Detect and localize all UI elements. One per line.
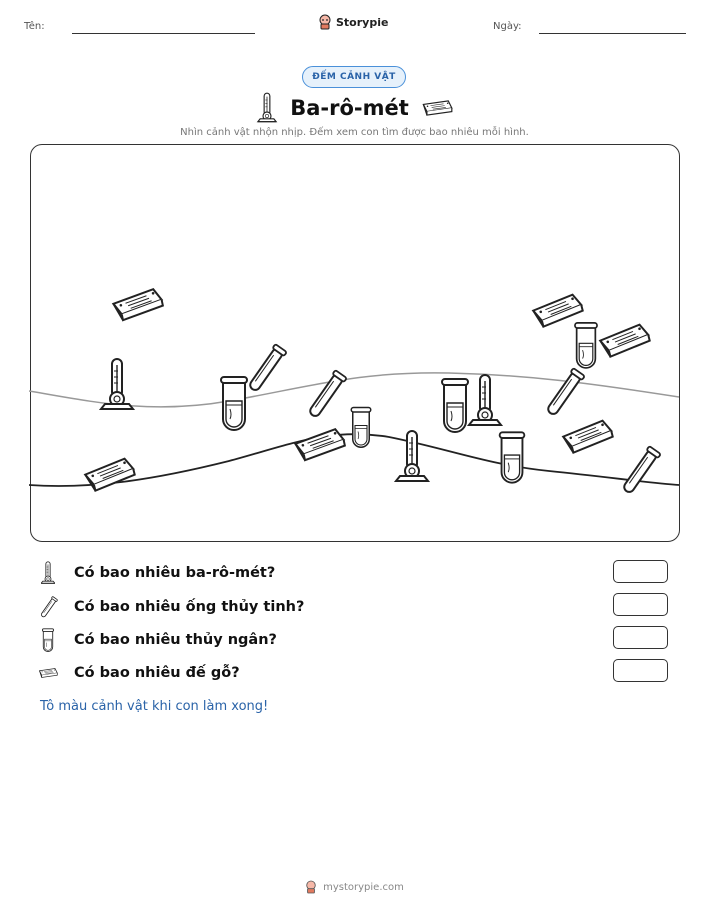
scene-wooden-base [599, 323, 651, 358]
scene-glass-tube [307, 370, 347, 419]
title-row [0, 92, 709, 124]
question-row [38, 593, 678, 621]
question-row [38, 559, 678, 587]
date-line[interactable] [539, 33, 686, 34]
question-text: Có bao nhiêu đế gỗ? [74, 665, 240, 681]
site-footer [0, 880, 709, 894]
scene-barometer [469, 375, 501, 425]
category-badge: ĐẾM CẢNH VẬT [302, 66, 406, 88]
question-row [38, 659, 678, 687]
answer-box-barometer[interactable] [613, 560, 668, 583]
storypie-mascot-icon [318, 14, 332, 30]
scene-wooden-base [294, 428, 346, 461]
scene-wooden-base [84, 457, 136, 492]
question-row [38, 626, 678, 654]
page-title: Ba-rô-mét [290, 96, 409, 120]
scene-glass-tube [545, 368, 585, 417]
scene-barometer [396, 431, 428, 481]
scene-mercury-tube [221, 377, 247, 430]
storypie-mascot-icon [305, 880, 317, 894]
glass-tube-icon [38, 595, 58, 619]
answer-box-glass-tube[interactable] [613, 593, 668, 616]
name-label: Tên: [24, 21, 45, 32]
answer-box-mercury[interactable] [613, 626, 668, 649]
wooden-base-icon [421, 97, 453, 119]
answer-box-wooden-base[interactable] [613, 659, 668, 682]
scene-wooden-base [112, 288, 164, 321]
brand-logo [318, 12, 398, 32]
question-text: Có bao nhiêu ba-rô-mét? [74, 565, 276, 581]
site-url[interactable]: mystorypie.com [323, 881, 404, 893]
scene-wooden-base [562, 419, 614, 454]
wooden-base-icon [38, 661, 58, 685]
barometer-icon [256, 92, 278, 124]
counting-scene [30, 144, 680, 542]
scene-glass-tube [247, 344, 287, 393]
scene-illustration [29, 143, 679, 541]
brand-name: Storypie [336, 15, 389, 29]
scene-barometer [101, 359, 133, 409]
scene-mercury-tube [575, 323, 597, 368]
barometer-icon [38, 561, 58, 585]
coloring-note: Tô màu cảnh vật khi con làm xong! [40, 699, 269, 714]
scene-mercury-tube [442, 379, 468, 432]
name-line[interactable] [72, 33, 255, 34]
scene-mercury-tube [351, 408, 371, 448]
question-text: Có bao nhiêu ống thủy tinh? [74, 599, 305, 615]
scene-glass-tube [621, 446, 661, 495]
scene-mercury-tube [500, 433, 525, 483]
mercury-tube-icon [38, 628, 58, 652]
date-label: Ngày: [493, 21, 522, 32]
question-text: Có bao nhiêu thủy ngân? [74, 632, 277, 648]
instructions: Nhìn cảnh vật nhộn nhịp. Đếm xem con tìm được bao nhiêu mỗi hình. [180, 127, 529, 138]
